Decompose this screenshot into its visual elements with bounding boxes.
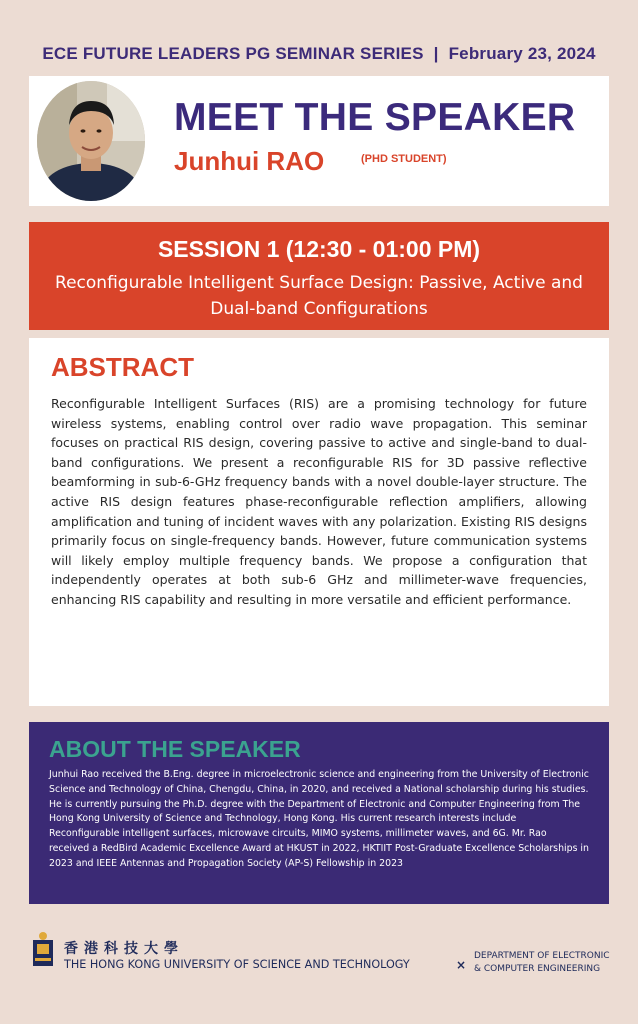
series-header <box>0 44 638 64</box>
hkust-logo-svg <box>30 930 56 970</box>
abstract-heading: ABSTRACT <box>51 352 194 382</box>
department-line-1: DEPARTMENT OF ELECTRONIC <box>474 951 610 961</box>
abstract-body: Reconfigurable Intelligent Surfaces (RIS) are a promising technology for future wireless systems, enabling control over radio wave propagation. This seminar focuses on practical RIS design, covering passive to active and single-band to dual-band configurations. We present a reconfigurable RIS for 3D passive reflective beamforming in sub-6-GHz frequency bands with a novel double-layer structure. The active RIS design features phase-reconfigurable reflection amplifiers, allowing amplification and tuning of incident waves with any polarization. Existing RIS designs primarily focus on single-frequency bands. However, future communication systems will likely employ multiple frequency bands. We propose a configuration that independently operates at both sub-6 GHz and millimeter-wave frequencies, enhancing RIS capability and resulting in more versatile and efficient performance. <box>51 396 587 607</box>
abstract-section <box>29 338 609 706</box>
meet-the-speaker-title: MEET THE SPEAKER <box>174 96 576 139</box>
speaker-role: (PHD STUDENT) <box>361 153 447 165</box>
about-speaker-body: Junhui Rao received the B.Eng. degree in microelectronic science and engineering from the University of Electronic Science and Technology of China, Chengdu, China, in 2020, and received a National scholarship during his studies. He is currently pursuing the Ph.D. degree with the Department of Electronic and Computer Engineering from The Hong Kong University of Science and Technology, Hong Kong. His current research interests include Reconfigurable intelligent surfaces, microwave circuits, MIMO systems, millimeter waves, and 6G. Mr. Rao received a RedBird Academic Excellence Award at HKUST in 2022, HKTIIT Post-Graduate Excellence Scholarships in 2023 and IEEE Antennas and Propagation Society (AP-S) Fellowship in 2023 <box>49 769 589 869</box>
speaker-photo-icon <box>37 81 145 201</box>
department-name <box>474 950 624 976</box>
speaker-photo <box>37 81 145 201</box>
speaker-name: Junhui RAO <box>174 146 325 176</box>
university-english-name: THE HONG KONG UNIVERSITY OF SCIENCE AND TECHNOLOGY <box>64 958 410 971</box>
seminar-date: February 23, 2024 <box>448 44 596 63</box>
speaker-card <box>29 76 609 206</box>
university-chinese-name: 香港科技大學 <box>64 941 184 957</box>
session-banner <box>29 222 609 330</box>
about-speaker-heading: ABOUT THE SPEAKER <box>49 736 301 762</box>
series-title: ECE FUTURE LEADERS PG SEMINAR SERIES <box>42 44 424 63</box>
about-speaker-section <box>29 722 609 904</box>
hkust-logo-icon <box>30 930 56 970</box>
department-line-2: & COMPUTER ENGINEERING <box>474 964 601 974</box>
header-separator: | <box>433 44 439 63</box>
session-topic: Reconfigurable Intelligent Surface Design: Passive, Active and Dual-band Configurations <box>55 273 583 319</box>
session-title: SESSION 1 (12:30 - 01:00 PM) <box>157 236 481 262</box>
times-separator: × <box>456 958 467 972</box>
